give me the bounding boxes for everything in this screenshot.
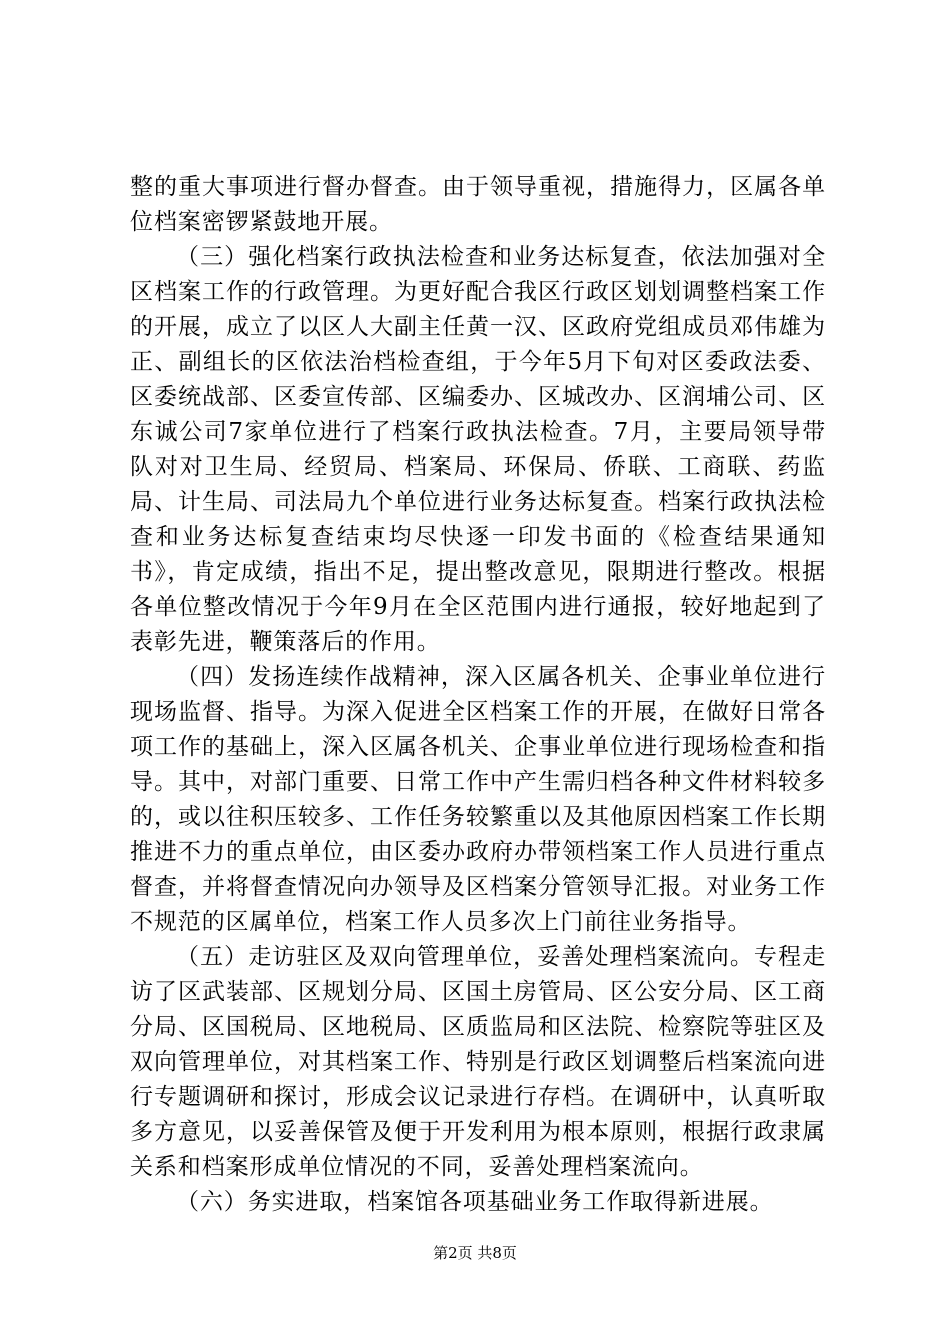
paragraph-continuation: 整的重大事项进行督办督查。由于领导重视，措施得力，区属各单位档案密锣紧鼓地开展。 (130, 174, 826, 235)
page-footer: 第2页 共8页 (433, 1244, 517, 1262)
paragraph-section-3: （三）强化档案行政执法检查和业务达标复查，依法加强对全区档案工作的行政管理。为更好配合我区行政区划划调整档案工作的开展，成立了以区人大副主任黄一汉、区政府党组成员邓伟雄为正、副组长的区依法治档检查组，于今年5月下旬对区委政法委、区委统战部、区委宣传部、区编委办、区城改办、区润埔公司、区东诚公司7家单位进行了档案行政执法检查。7月，主要局领导带队对对卫生局、经贸局、档案局、环保局、侨联、工商联、药监局、计生局、司法局九个单位进行业务达标复查。档案行政执法检查和业务达标复查结束均尽快逐一印发书面的《检查结果通知书》，肯定成绩，指出不足，提出整改意见，限期进行整改。根据各单位整改情况于今年9月在全区范围内进行通报，较好地起到了表彰先进，鞭策落后的作用。 (130, 244, 826, 655)
document-body (130, 170, 826, 1220)
paragraph-section-4: （四）发扬连续作战精神，深入区属各机关、企事业单位进行现场监督、指导。为深入促进全区档案工作的开展，在做好日常各项工作的基础上，深入区属各机关、企事业单位进行现场检查和指导。其中，对部门重要、日常工作中产生需归档各种文件材料较多的，或以往积压较多、工作任务较繁重以及其他原因档案工作长期推进不力的重点单位，由区委办政府办带领档案工作人员进行重点督查，并将督查情况向办领导及区档案分管领导汇报。对业务工作不规范的区属单位，档案工作人员多次上门前往业务指导。 (130, 664, 826, 935)
paragraph-section-5: （五）走访驻区及双向管理单位，妥善处理档案流向。专程走访了区武装部、区规划分局、区国土房管局、区公安分局、区工商分局、区国税局、区地税局、区质监局和区法院、检察院等驻区及双向管理单位，对其档案工作、特别是行政区划调整后档案流向进行专题调研和探讨，形成会议记录进行存档。在调研中，认真听取多方意见，以妥善保管及便于开发利用为根本原则，根据行政隶属关系和档案形成单位情况的不同，妥善处理档案流向。 (130, 944, 826, 1180)
paragraph-section-6: （六）务实进取，档案馆各项基础业务工作取得新进展。 (176, 1189, 774, 1215)
